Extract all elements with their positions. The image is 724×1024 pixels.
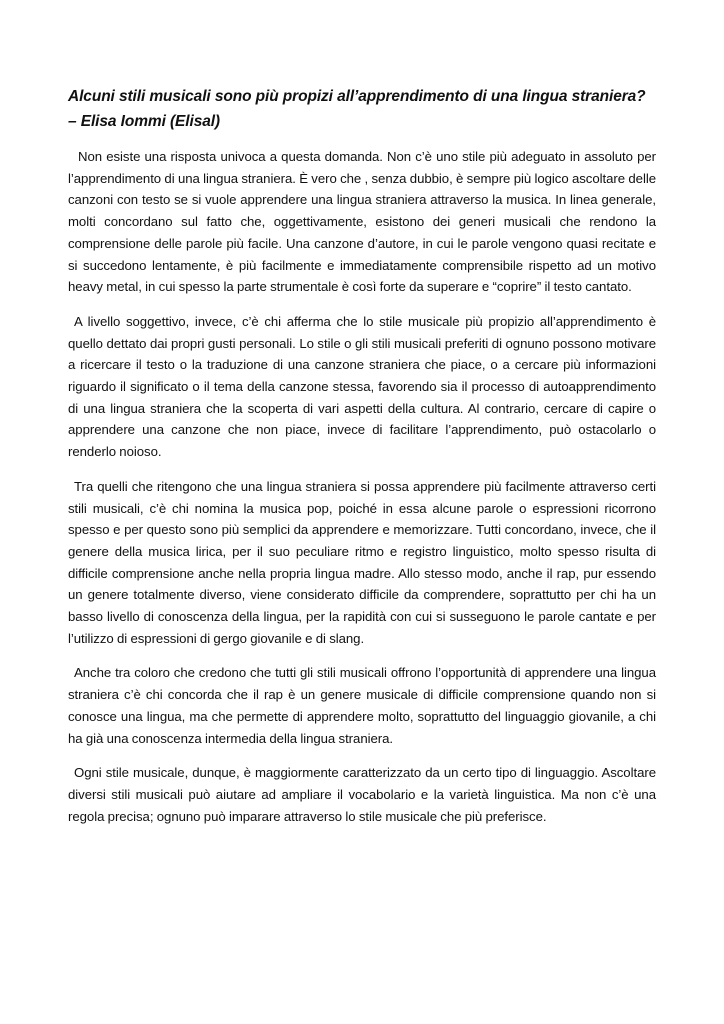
paragraph-3: Tra quelli che ritengono che una lingua straniera si possa apprendere più facilmente attraverso certi stili musicali, c’è chi nomina la musica pop, poiché in essa alcune parole o espressioni ricorrono spesso e per questo sono più semplici da apprendere e memorizzare. Tutti concordano, invece, che il genere della musica lirica, per il suo peculiare ritmo e registro linguistico, molto spesso risulta di difficile comprensione anche nella propria lingua madre. Allo stesso modo, anche il rap, pur essendo un genere totalmente diverso, viene considerato difficile da comprendere, soprattutto per chi ha un basso livello di conoscenza della lingua, per la rapidità con cui si susseguono le parole cantate e per l’utilizzo di espressioni di gergo giovanile e di slang. xyxy=(68,478,656,646)
document-title: Alcuni stili musicali sono più propizi all’apprendimento di una lingua straniera? – Elisa Iommi (Elisal) xyxy=(68,88,646,130)
paragraph-1: Non esiste una risposta univoca a questa domanda. Non c’è uno stile più adeguato in assoluto per l’apprendimento di una lingua straniera. È vero che , senza dubbio, è sempre più logico ascoltare delle canzoni con testo se si vuole apprendere una lingua straniera attraverso la musica. In linea generale, molti concordano sul fatto che, oggettivamente, esistono dei generi musicali che rendono la comprensione delle parole più facile. Una canzone d’autore, in cui le parole vengono quasi recitate e si succedono lentamente, è più facilmente e immediatamente comprensibile rispetto ad un motivo heavy metal, in cui spesso la parte strumentale è così forte da superare e “coprire” il testo cantato. xyxy=(68,149,656,295)
paragraph-4: Anche tra coloro che credono che tutti gli stili musicali offrono l’opportunità di apprendere una lingua straniera c’è chi concorda che il rap è un genere musicale di difficile comprensione quando non si conosce una lingua, ma che permette di apprendere molto, soprattutto del linguaggio giovanile, a chi ha già una conoscenza intermedia della lingua straniera. xyxy=(68,665,656,746)
paragraph-2: A livello soggettivo, invece, c’è chi afferma che lo stile musicale più propizio all’apprendimento è quello dettato dai propri gusti personali. Lo stile o gli stili musicali preferiti di ognuno possono motivare a ricercare il testo o la traduzione di una canzone straniera che piace, o a cercare più informazioni riguardo il significato o il tema della canzone stessa, favorendo sia il processo di autoapprendimento di una lingua straniera che la scoperta di vari aspetti della cultura. Al contrario, cercare di capire o apprendere una canzone che non piace, invece di facilitare l’apprendimento, può ostacolarlo o renderlo noioso. xyxy=(68,313,656,460)
document-page xyxy=(68,84,656,840)
paragraph-5: Ogni stile musicale, dunque, è maggiormente caratterizzato da un certo tipo di linguaggio. Ascoltare diversi stili musicali può aiutare ad ampliare il vocabolario e la varietà linguistica. Ma non c’è una regola precisa; ognuno può imparare attraverso lo stile musicale che più preferisce. xyxy=(68,765,656,824)
